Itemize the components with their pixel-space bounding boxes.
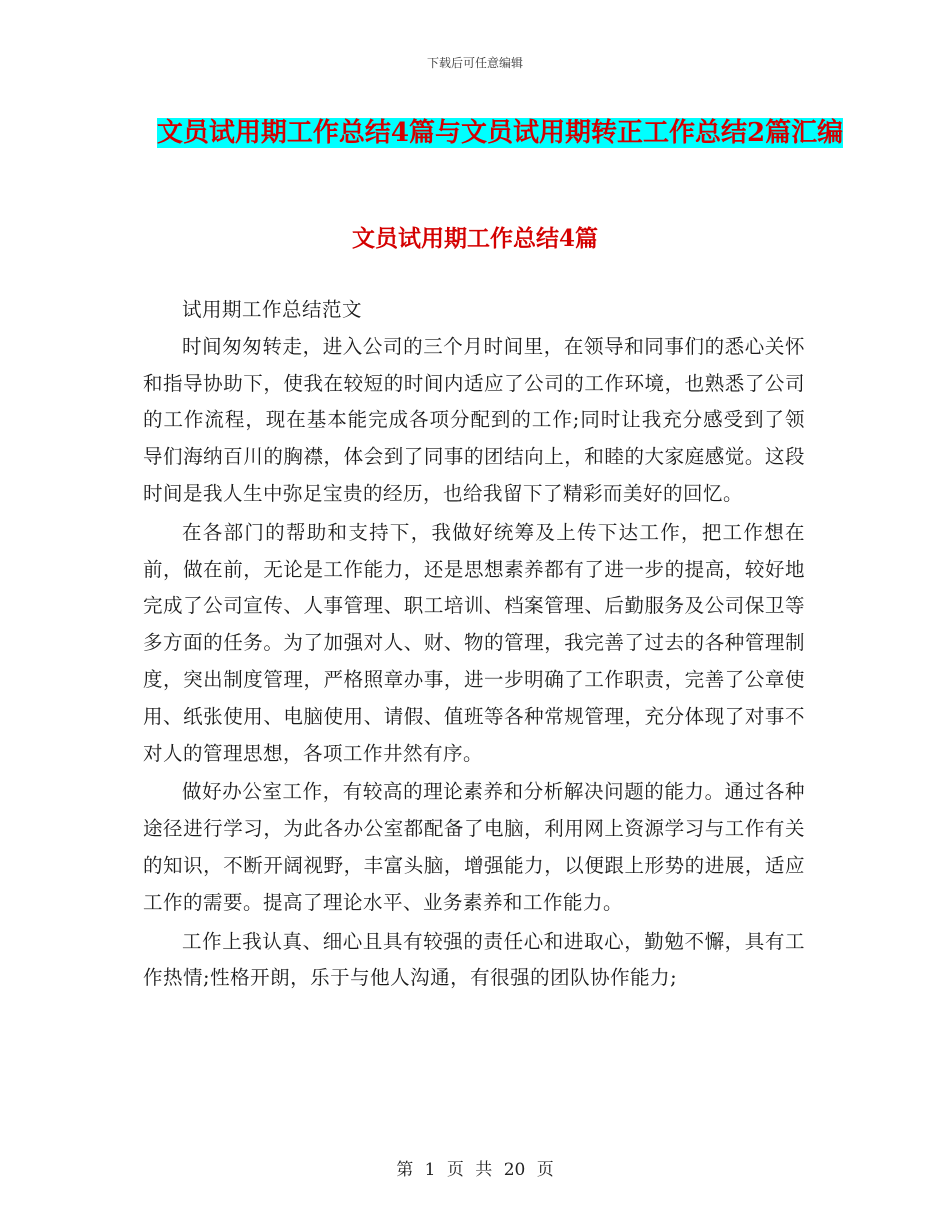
paragraph-3: 做好办公室工作，有较高的理论素养和分析解决问题的能力。通过各种途径进行学习，为此各办公室都配备了电脑，利用网上资源学习与工作有关的知识，不断开阔视野，丰富头脑，增强能力，以便跟上形势的进展，适应工作的需要。提高了理论水平、业务素养和工作能力。 [143, 780, 805, 914]
document-title [140, 112, 860, 154]
document-title-text: 文员试用期工作总结4篇与文员试用期转正工作总结2篇汇编 [156, 118, 844, 148]
section-title: 文员试用期工作总结4篇 [351, 225, 598, 252]
document-body [143, 292, 805, 999]
paragraph-4: 工作上我认真、细心且具有较强的责任心和进取心，勤勉不懈，具有工作热情;性格开朗，乐于与他人沟通，有很强的团队协作能力; [143, 929, 805, 990]
page-footer: 第 1 页 共 20 页 [396, 1160, 554, 1180]
paragraph-1: 时间匆匆转走，进入公司的三个月时间里，在领导和同事们的悉心关怀和指导协助下，使我在较短的时间内适应了公司的工作环境，也熟悉了公司的工作流程，现在基本能完成各项分配到的工作;同时让我充分感受到了领导们海纳百川的胸襟，体会到了同事的团结向上，和睦的大家庭感觉。这段时间是我人生中弥足宝贵的经历，也给我留下了精彩而美好的回忆。 [143, 334, 805, 505]
paragraph-2: 在各部门的帮助和支持下，我做好统筹及上传下达工作，把工作想在前，做在前，无论是工作能力，还是思想素养都有了进一步的提高，较好地完成了公司宣传、人事管理、职工培训、档案管理、后勤服务及公司保卫等多方面的任务。为了加强对人、财、物的管理，我完善了过去的各种管理制度，突出制度管理，严格照章办事，进一步明确了工作职责，完善了公章使用、纸张使用、电脑使用、请假、值班等各种常规管理，充分体现了对事不对人的管理思想，各项工作井然有序。 [143, 520, 805, 765]
subheading: 试用期工作总结范文 [182, 298, 363, 321]
header-note: 下载后可任意编辑 [426, 56, 523, 70]
